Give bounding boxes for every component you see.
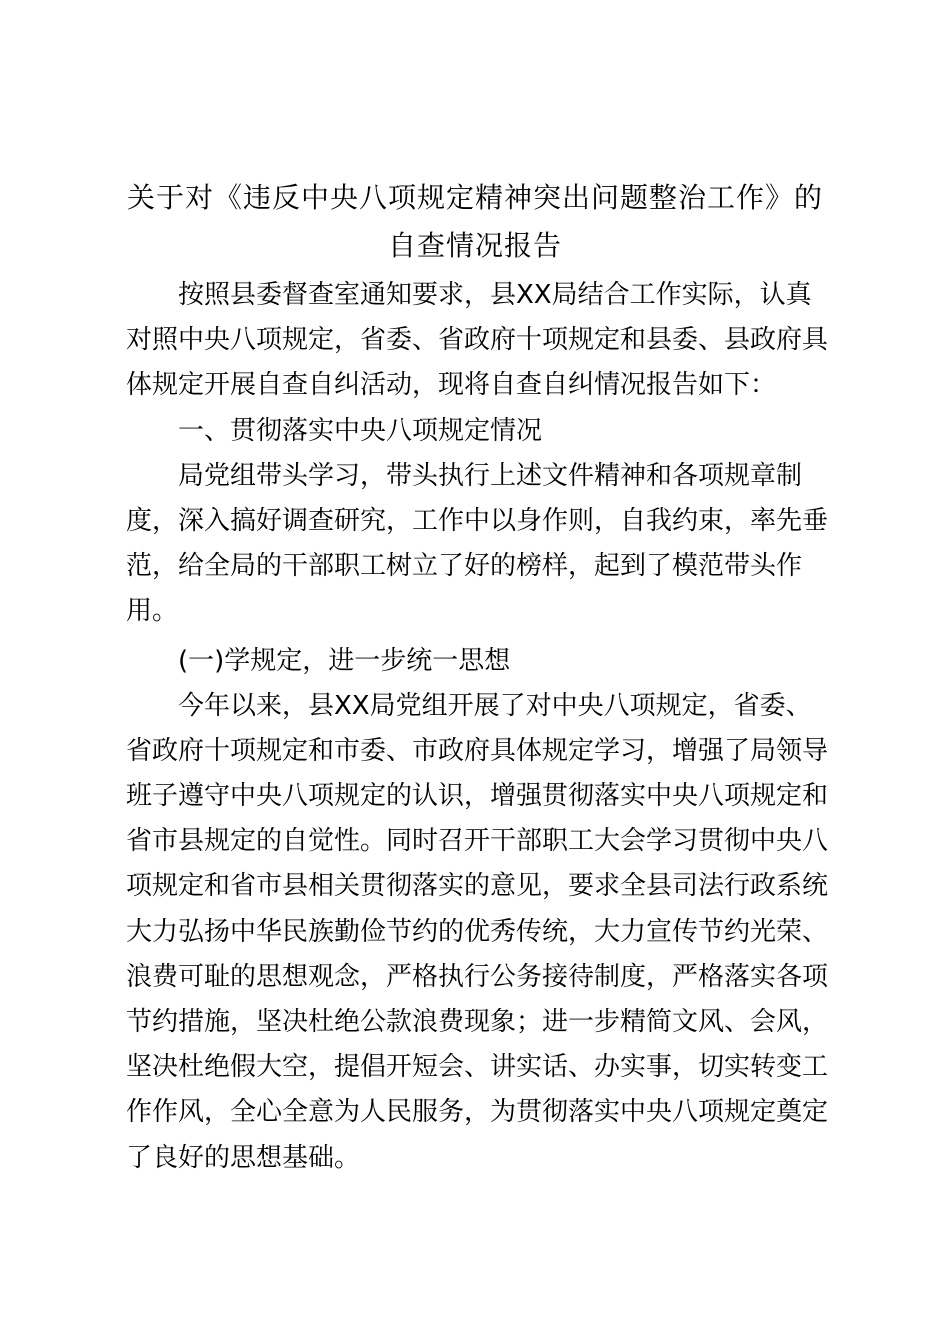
body-line: 体规定开展自查自纠活动，现将自查自纠情况报告如下：	[126, 370, 777, 401]
body-line: 节约措施，坚决杜绝公款浪费现象；进一步精简文风、会风，	[126, 1007, 829, 1037]
body-line: 对照中央八项规定，省委、省政府十项规定和县委、县政府具	[126, 325, 829, 356]
body-line: 了良好的思想基础。	[126, 1142, 361, 1173]
document-title-line-1: 关于对《违反中央八项规定精神突出问题整治工作》的	[126, 181, 823, 214]
body-line: 浪费可耻的思想观念，严格执行公务接待制度，严格落实各项	[126, 961, 829, 992]
body-line: 范，给全局的干部职工树立了好的榜样，起到了模范带头作	[126, 551, 803, 582]
document-body	[126, 273, 829, 1181]
body-line: 省政府十项规定和市委、市政府具体规定学习，增强了局领导	[126, 735, 829, 766]
subsection-heading: (一)学规定，进一步统一思想	[178, 645, 511, 676]
body-line: 省市县规定的自觉性。同时召开干部职工大会学习贯彻中央八	[126, 826, 829, 857]
body-line: 坚决杜绝假大空，提倡开短会、讲实话、办实事，切实转变工	[126, 1052, 829, 1083]
body-line: 大力弘扬中华民族勤俭节约的优秀传统，大力宣传节约光荣、	[126, 916, 829, 947]
body-line: 今年以来，县XX局党组开展了对中央八项规定，省委、	[178, 690, 812, 721]
body-line: 作作风，全心全意为人民服务，为贯彻落实中央八项规定奠定	[126, 1097, 829, 1128]
body-line: 项规定和省市县相关贯彻落实的意见，要求全县司法行政系统	[126, 871, 829, 902]
document-title-line-2: 自查情况报告	[387, 229, 562, 262]
body-line: 度，深入搞好调查研究，工作中以身作则，自我约束，率先垂	[126, 505, 829, 536]
body-line: 局党组带头学习，带头执行上述文件精神和各项规章制	[178, 460, 803, 491]
body-line: 班子遵守中央八项规定的认识，增强贯彻落实中央八项规定和	[126, 781, 829, 812]
section-heading: 一、贯彻落实中央八项规定情况	[178, 415, 543, 446]
body-line: 用。	[126, 596, 179, 627]
body-line: 按照县委督查室通知要求，县XX局结合工作实际，认真	[178, 280, 812, 310]
